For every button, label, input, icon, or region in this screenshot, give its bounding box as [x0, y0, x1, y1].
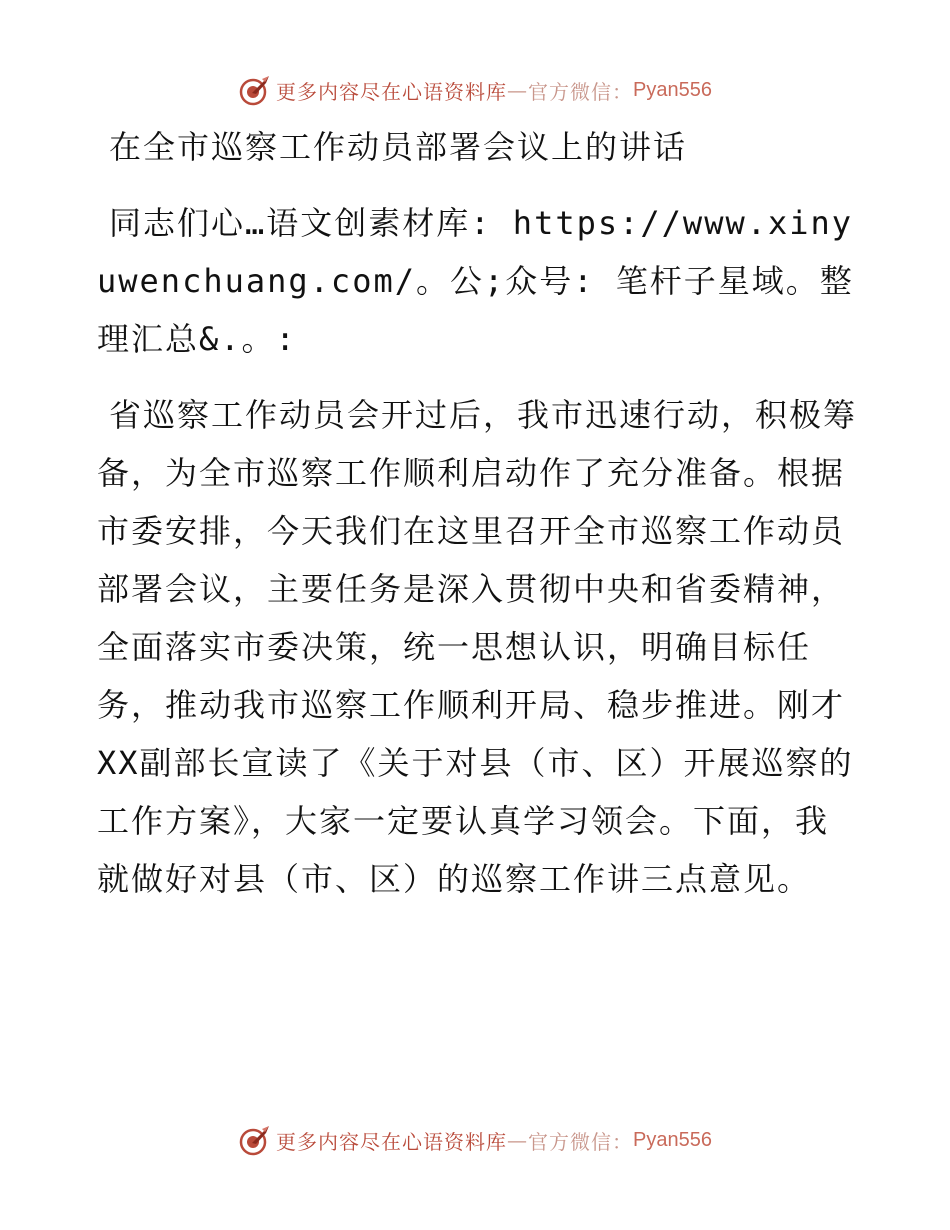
salutation-paragraph: 同志们心…语文创素材库: https://www.xinyuwenchuang.com/。公;众号: 笔杆子星域。整理汇总&.。: [97, 204, 854, 358]
banner-dash: — [507, 1128, 529, 1152]
footer-watermark-banner [0, 1120, 950, 1160]
spacer [97, 176, 857, 194]
document-title: 在全市巡察工作动员部署会议上的讲话 [109, 128, 688, 166]
banner-wechat-id: Pyan556 [633, 1128, 712, 1151]
banner-wechat-label: 官方微信： [528, 1129, 634, 1154]
quill-logo-icon [238, 1123, 272, 1157]
body-paragraph: 省巡察工作动员会开过后，我市迅速行动，积极筹备，为全市巡察工作顺利启动作了充分准备。根据市委安排，今天我们在这里召开全市巡察工作动员部署会议，主要任务是深入贯彻中央和省委精神，全面落实市委决策，统一思想认识，明确目标任务，推动我市巡察工作顺利开局、稳步推进。刚才XX副部长宣读了《关于对县（市、区）开展巡察的工作方案》，大家一定要认真学习领会。下面，我就做好对县（市、区）的巡察工作讲三点意见。 [97, 396, 858, 898]
banner-wechat-id: Pyan556 [633, 78, 712, 101]
quill-logo-icon [238, 73, 272, 107]
banner-dash: — [507, 78, 529, 102]
header-watermark-banner [0, 70, 950, 110]
spacer [97, 368, 857, 386]
banner-text: 更多内容尽在心语资料库 [276, 79, 508, 104]
banner-text: 更多内容尽在心语资料库 [276, 1129, 508, 1154]
banner-wechat-label: 官方微信： [528, 79, 634, 104]
document-body [97, 118, 857, 908]
